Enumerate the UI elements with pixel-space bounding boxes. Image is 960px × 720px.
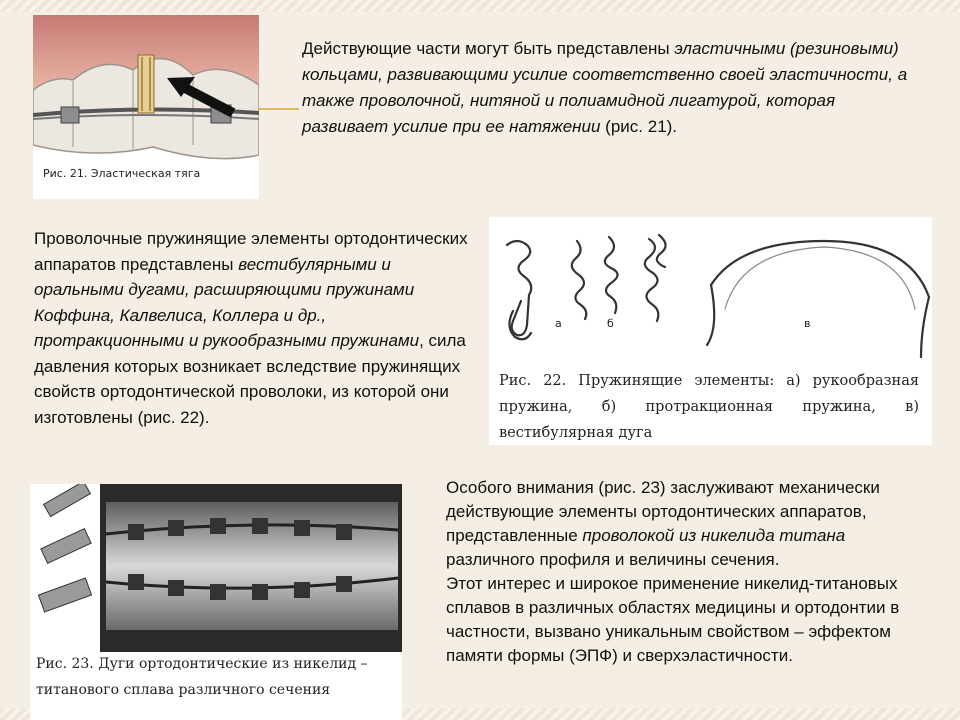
braces-photo — [30, 484, 402, 652]
paragraph-22-text-1: Проволочные пружинящие элементы ортодонтических аппаратов представлены — [34, 229, 468, 274]
paragraph-23-text-1: Особого внимания (рис. 23) заслуживают механически действующие элементы ортодонтических аппаратов, представленные — [446, 478, 880, 545]
paragraph-23-italic: проволокой из никелида титана — [582, 526, 846, 545]
paragraph-23-first — [446, 476, 916, 572]
figure-21-caption: Рис. 21. Эластическая тяга — [43, 167, 201, 180]
paragraph-elastic-elements — [302, 36, 922, 140]
figure-23-caption: Рис. 23. Дуги ортодонтические из никелид – титанового сплава различного сечения — [36, 656, 368, 698]
paragraph-23-second: Этот интерес и широкое применение никелид-титановых сплавов в различных областях медицины и ортодонтии в частности, вызвано уникальным свойством – эффектом памяти формы (ЭПФ) и сверхэластичности. — [446, 574, 900, 665]
spring-elements-drawing — [489, 217, 932, 365]
figure-22-spring-elements — [489, 217, 932, 445]
paragraph-nickel-titanium — [446, 476, 916, 668]
paragraph-21-text-1: Действующие части могут быть представлены — [302, 39, 675, 58]
label-a: а — [555, 317, 562, 330]
label-b: б — [607, 317, 614, 330]
label-v: в — [804, 317, 811, 330]
figure-23-nickel-titanium-arches — [30, 484, 402, 720]
paragraph-22-italic: вестибулярными и оральными дугами, расширяющими пружинами Коффина, Калвелиса, Коллера и др., протракционными и рукообразными пружинами — [34, 254, 420, 350]
paragraph-spring-elements — [34, 226, 474, 430]
paragraph-22-text-2: , сила давления которых возникает вследствие пружинящих свойств ортодонтической проволоки, из которой они изготовлены (рис. 22). — [34, 331, 466, 427]
elastic-traction-photo — [33, 15, 259, 165]
figure-22-caption: Рис. 22. Пружинящие элементы: а) рукообразная пружина, б) протракционная пружина, в) вестибулярная дуга — [499, 373, 919, 441]
paragraph-21-italic: эластичными (резиновыми) кольцами, развивающими усилие соответственно своей эластичности, а также проволочной, нитяной и полиамидной лигатурой, которая развивает усилие при ее натяжении — [302, 39, 908, 136]
paragraph-23-text-2: различного профиля и величины сечения. — [446, 550, 780, 569]
figure-21-elastic-traction — [33, 15, 259, 199]
paragraph-21-text-2: (рис. 21). — [600, 117, 678, 136]
top-stripe-decoration — [0, 0, 960, 12]
connector-line — [259, 108, 299, 110]
